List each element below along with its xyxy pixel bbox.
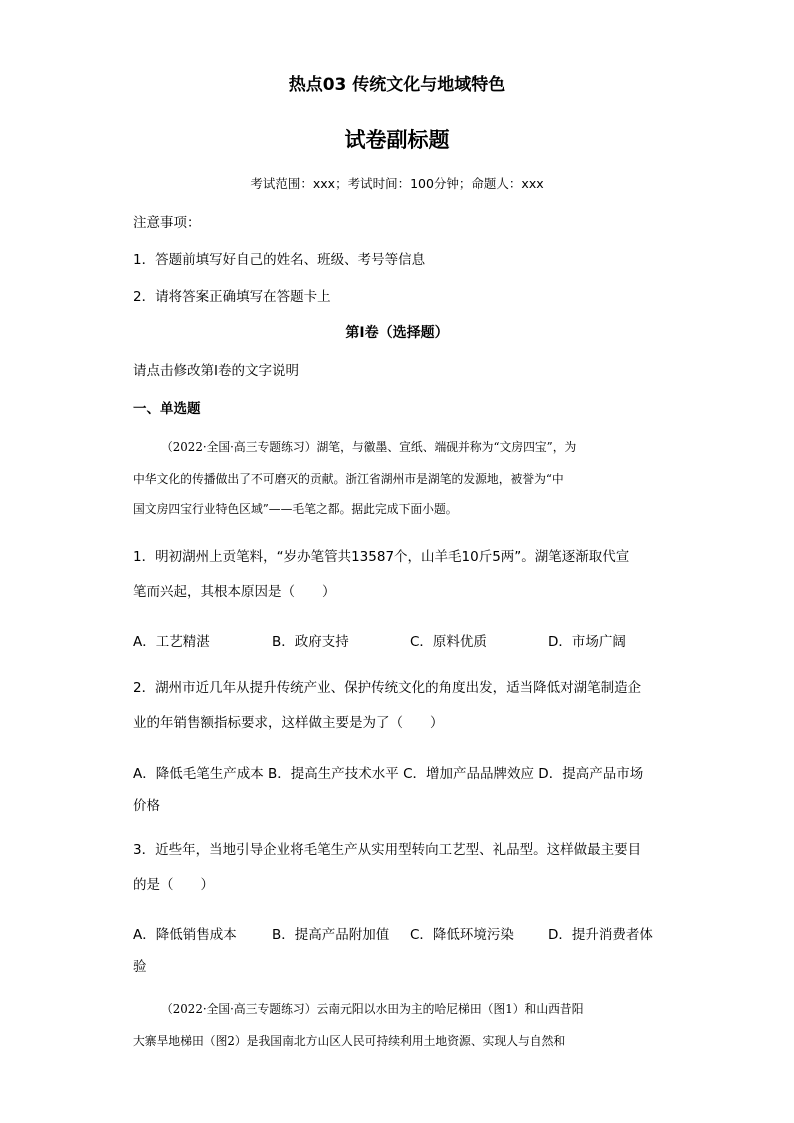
question-3-option-d-wrap: 验 [133,959,147,975]
volume-heading: 第I卷（选择题） [345,325,449,341]
question-2-options-line-2: 价格 [133,798,160,814]
notice-item-2: 2．请将答案正确填写在答题卡上 [133,289,331,305]
passage1-line-3: 国文房四宝行业特色区域”——毛笔之都。据此完成下面小题。 [133,502,458,516]
page-title: 热点03 传统文化与地域特色 [288,75,506,95]
page-subtitle: 试卷副标题 [344,128,450,152]
exam-info: 考试范围：xxx；考试时间：100分钟；命题人：xxx [250,176,544,191]
question-1-stem-line-2: 笔而兴起，其根本原因是（ ） [133,584,336,600]
notice-item-1: 1．答题前填写好自己的姓名、班级、考号等信息 [133,252,426,268]
question-1-option-d[interactable]: D．市场广阔 [548,634,626,650]
question-3-option-b[interactable]: B．提高产品附加值 [272,927,390,943]
passage2-line-2: 大寨旱地梯田（图2）是我国南北方山区人民可持续利用土地资源、实现人与自然和 [133,1034,566,1048]
question-3-option-c[interactable]: C．降低环境污染 [410,927,514,943]
question-3-option-a[interactable]: A．降低销售成本 [133,927,237,943]
question-3-stem-line-2: 的是（ ） [133,877,214,893]
volume-edit-hint[interactable]: 请点击修改第I卷的文字说明 [133,363,299,379]
question-1-option-a[interactable]: A．工艺精湛 [133,634,210,650]
question-3-stem-line-1: 3．近些年，当地引导企业将毛笔生产从实用型转向工艺型、礼品型。这样做最主要目 [133,842,642,858]
question-2-stem-line-2: 业的年销售额指标要求，这样做主要是为了（ ） [133,715,444,731]
question-1-option-b[interactable]: B．政府支持 [272,634,349,650]
question-1-stem-line-1: 1．明初湖州上贡笔料，“岁办笔管共13587个，山羊毛10斤5两”。湖笔逐渐取代宣 [133,549,630,565]
question-3-option-d[interactable]: D．提升消费者体 [548,927,653,943]
passage2-line-1: （2022·全国·高三专题练习）云南元阳以水田为主的哈尼梯田（图1）和山西昔阳 [161,1002,584,1016]
question-1-option-c[interactable]: C．原料优质 [410,634,487,650]
notice-label: 注意事项： [133,215,201,231]
passage1-line-2: 中华文化的传播做出了不可磨灭的贡献。浙江省湖州市是湖笔的发源地，被誉为“中 [133,472,564,486]
question-2-options-line-1[interactable]: A．降低毛笔生产成本 B．提高生产技术水平 C．增加产品品牌效应 D．提高产品市场 [133,766,644,782]
passage1-line-1: （2022·全国·高三专题练习）湖笔，与徽墨、宣纸、端砚并称为“文房四宝”，为 [161,440,577,454]
section-title: 一、单选题 [133,401,201,417]
question-2-stem-line-1: 2．湖州市近几年从提升传统产业、保护传统文化的角度出发，适当降低对湖笔制造企 [133,680,642,696]
